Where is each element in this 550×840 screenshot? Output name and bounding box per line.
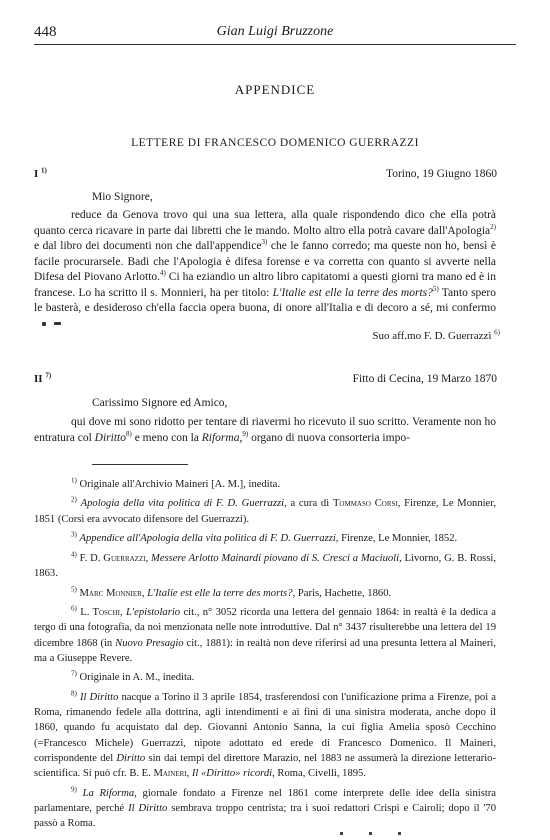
running-head: Gian Luigi Bruzzone xyxy=(216,24,334,39)
page-number: 448 xyxy=(34,24,57,40)
letter-1-signature: Suo aff.mo F. D. Guerrazzi $^{6)}$ xyxy=(372,328,500,342)
letter-2-dateline: Fitto di Cecina, 19 Marzo 1870 xyxy=(352,373,497,385)
ornament-mark xyxy=(54,322,61,325)
footnote-9: $^{9)}$ La Riforma, giornale fondato a Firenze nel 1861 come interprete delle idee della sinistra parlamentare, perché Il Diritto sembrava troppo centrista; tra i suoi redattori Crispi e Cairoli; dopo il '70 passò a Roma. xyxy=(34,785,496,830)
footnote-rule xyxy=(92,464,188,465)
footnote-1: $^{1)}$ Originale all'Archivio Maineri [A. M.], inedita. xyxy=(71,476,280,490)
section-subtitle: LETTERE DI FRANCESCO DOMENICO GUERRAZZI xyxy=(131,137,419,149)
header-rule xyxy=(34,44,516,45)
footnote-4: $^{4)}$ F. D. Guerrazzi, Messere Arlotto Mainardi piovano di S. Cresci a Maciuoli, Livorno, G. B. Rossi, 1863. xyxy=(34,550,496,580)
letter-2-body: qui dove mi sono ridotto per tentare di riavermi ho ricevuto il suo scritto. Veramente non ho entratura col Diritto$^{8)}$ e meno con la Riforma,$^{9)}$ organo di nuova consorteria impo- xyxy=(34,416,496,444)
footnote-3: $^{3)}$ Appendice all'Apologia della vita politica di F. D. Guerrazzi, Firenze, Le Monnier, 1852. xyxy=(71,530,458,545)
letter-1-dateline: Torino, 19 Giugno 1860 xyxy=(386,168,497,180)
footnote-7: $^{7)}$ Originale in A. M., inedita. xyxy=(71,669,195,684)
footnote-5: $^{5)}$ Marc Monnier, L'Italie est elle la terre des morts?, Paris, Hachette, 1860. xyxy=(71,585,392,599)
ornament-mark xyxy=(42,322,46,326)
footnote-6: $^{6)}$ L. Toschi, L'epistolario cit., n° 3052 ricorda una lettera del gennaio 1864: in realtà è la dedica a tergo di una fotografia, da noi menzionata nelle note introduttive. Dal n° 3437 risulterebbe una lettera del 19 dicembre 1868 (in Nuovo Presagio cit., 1881): in realtà non deve riferirsi ad una presunta lettera al Maineri, ma a Giuseppe Revere. xyxy=(34,604,497,664)
letter-2-number: II $^{7)}$ xyxy=(34,371,52,385)
footnote-2: $^{2)}$ Apologia della vita politica di F. D. Guerrazzi, a cura di Tommaso Corsi, Firenze, Le Monnier, 1851 (Corsi era avvocato difensore del Guerrazzi). xyxy=(34,495,497,525)
letter-1-salutation: Mio Signore, xyxy=(92,191,153,203)
letter-2-salutation: Carissimo Signore ed Amico, xyxy=(92,397,228,409)
footnote-8: $^{8)}$ Il Diritto nacque a Torino il 3 aprile 1854, trasferendosi con l'unificazione prima a Firenze, poi a Roma, rimanendo fedele alla dottrina, agli intendimenti e ai fini di una sinistra moderata, anche dopo il 1860, quando fu acquistato dal dep. Giovanni Antonio Sanna, la cui figlia Amelia sposò Cecchino (=Francesco Michele) Guerrazzi, nipote adottato ed erede di Francesco Domenico. Il Maineri, corrispondente del Diritto sin dai tempi del direttore Marazio, nel 1883 ne assumerà la direzione letterario-scientifica. Si può cfr. B. E. Maineri, Il «Diritto» ricordi, Roma, Civelli, 1895. xyxy=(34,689,496,780)
letter-1-body: reduce da Genova trovo qui una sua lettera, alla quale rispondendo dico che ella potrà quanto cerca ricavare in parte dai libretti che le mando. Molto altro ella potrà cavare dall'Apologia$^{2)}$ e dal libro dei documenti non che dall'appendice$^{3)}$ che le fanno corredo; ma queste non ho, bensì è facile procurarsele. Badi che l'Apologia è difesa forense e va corretta con quanto si avverte nella Difesa del Piovano Arlotto.$^{4)}$ Ci ha eziandio un altro libro capitatomi a questi giorni tra mano ed è in francese. Lo ha scritto il s. Monnieri, ha per titolo: L'Italie est elle la terre des morts?$^{5)}$ Tanto spero le basterà, e desideroso ch'ella faccia opera buona, di onore all'Italia e di decoro a sé, mi confermo xyxy=(34,208,496,332)
section-title: APPENDICE xyxy=(234,82,316,97)
letter-1-number: I $^{1)}$ xyxy=(34,166,47,180)
print-marks xyxy=(340,822,460,828)
footnotes xyxy=(34,477,496,836)
